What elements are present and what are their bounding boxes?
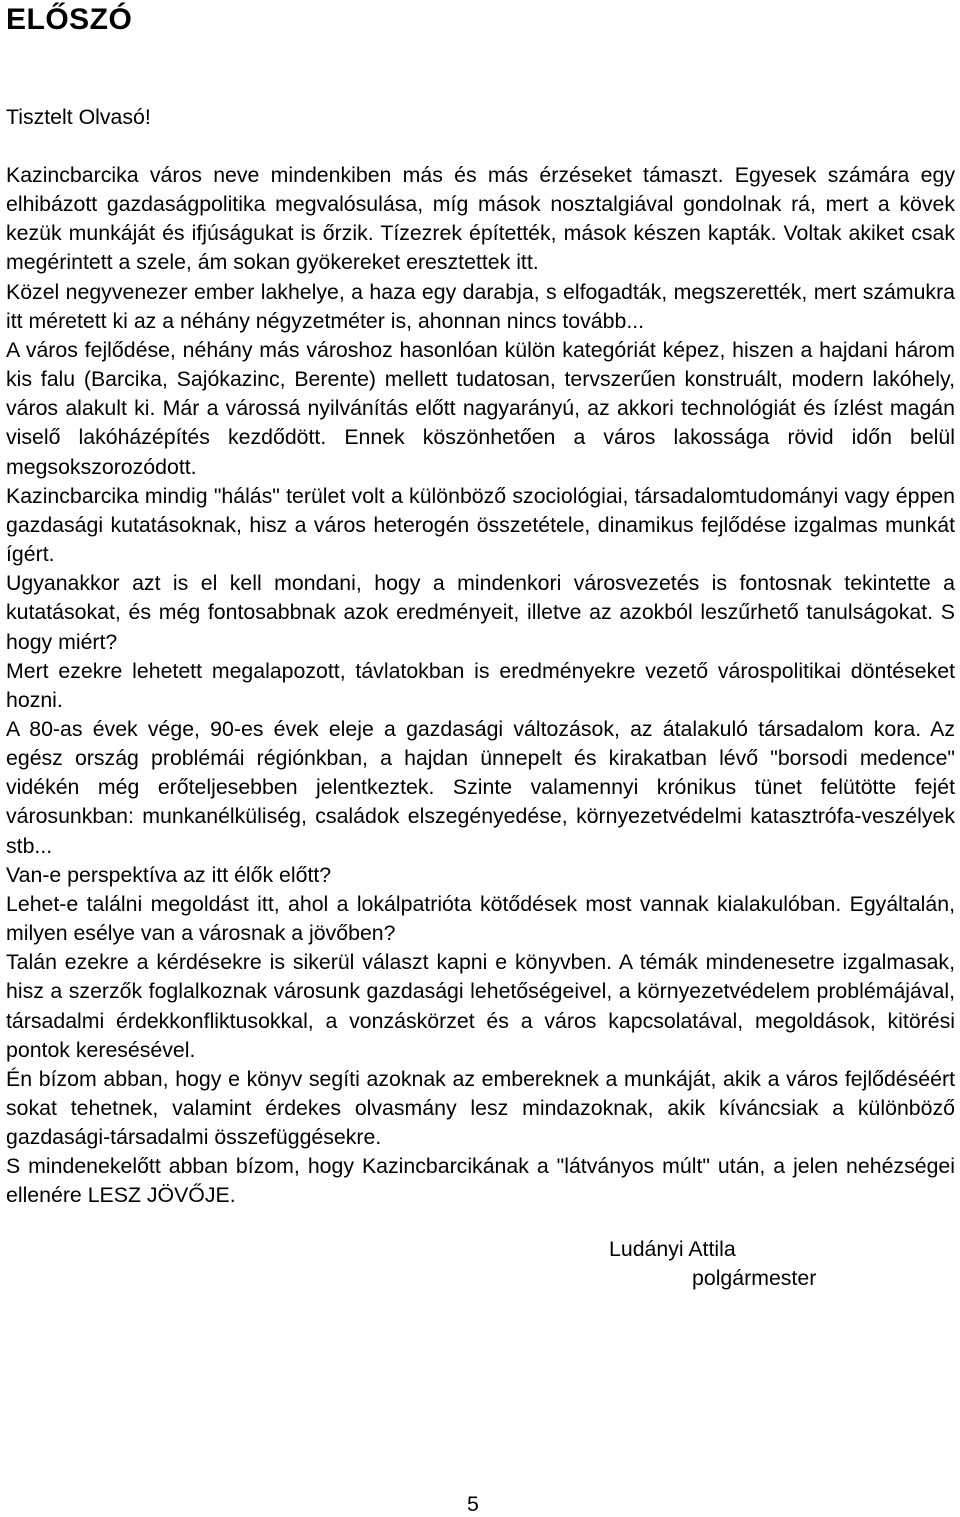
paragraph: Közel negyvenezer ember lakhelye, a haza egy darabja, s elfogadták, megszerették, mert számukra itt méretett ki az a néhány négyzetméter is, ahonnan nincs tovább... <box>6 279 955 333</box>
paragraph: A város fejlődése, néhány más városhoz hasonlóan külön kategóriát képez, hiszen a hajdani három kis falu (Barcika, Sajókazinc, Berente) mellett tudatosan, tervszerűen konstruált, modern lakóhely, város alakult ki. Már a várossá nyilvánítás előtt nagyarányú, az akkori technológiát és ízlést magán viselő lakóházépítés kezdődött. Ennek köszönhetően a város lakossága rövid időn belül megsokszorozódott. <box>6 337 955 479</box>
signature-block <box>609 1235 816 1293</box>
page-number: 5 <box>467 1492 479 1516</box>
paragraph: Mert ezekre lehetett megalapozott, távlatokban is eredményekre vezető várospolitikai döntéseket hozni. <box>6 658 955 712</box>
paragraph: S mindenekelőtt abban bízom, hogy Kazincbarcikának a "látványos múlt" után, a jelen nehézségei ellenére LESZ JÖVŐJE. <box>6 1154 955 1208</box>
greeting: Tisztelt Olvasó! <box>6 105 151 129</box>
signature-name: Ludányi Attila <box>609 1237 736 1261</box>
page-title: ELŐSZÓ <box>6 3 133 36</box>
paragraph: Talán ezekre a kérdésekre is sikerül választ kapni e könyvben. A témák mindenesetre izgalmasak, hisz a szerzők foglalkoznak városunk gazdasági lehetőségeivel, a környezetvédelem problémájával, társadalmi érdekkonfliktusokkal, a vonzáskörzet és a város kapcsolatával, megoldások, kitörési pontok keresésével. <box>6 950 955 1062</box>
paragraph: A 80-as évek vége, 90-es évek eleje a gazdasági változások, az átalakuló társadalom kora. Az egész ország problémái régiónkban, a hajdan ünnepelt és kirakatban lévő "borsodi medence" vidékén még erőteljesebben jelentkeztek. Szinte valamennyi krónikus tünet felütötte fejét városunkban: munkanélküliség, családok elszegényedése, környezetvédelmi katasztrófa-veszélyek stb... <box>6 716 955 858</box>
paragraph: Lehet-e találni megoldást itt, ahol a lokálpatrióta kötődések most vannak kialakulóban. Egyáltalán, milyen esélye van a városnak a jövőben? <box>6 891 955 946</box>
paragraph: Én bízom abban, hogy e könyv segíti azoknak az embereknek a munkáját, akik a város fejlődéséért sokat tehetnek, valamint érdekes olvasmány lesz mindazoknak, akik kíváncsiak a különböző gazdasági-társadalmi összefüggésekre. <box>6 1066 955 1150</box>
paragraph: Kazincbarcika mindig "hálás" terület volt a különböző szociológiai, társadalomtudományi vagy éppen gazdasági kutatásoknak, hisz a város heterogén összetétele, dinamikus fejlődése izgalmas munkát ígért. <box>6 483 955 567</box>
body-text <box>6 161 955 1211</box>
paragraph: Van-e perspektíva az itt élők előtt? <box>6 862 332 887</box>
paragraph: Ugyanakkor azt is el kell mondani, hogy a mindenkori városvezetés is fontosnak tekintette a kutatásokat, és még fontosabbnak azok eredményeit, illetve az azokból leszűrhető tanulságokat. S hogy miért? <box>6 571 955 654</box>
paragraph: Kazincbarcika város neve mindenkiben más és más érzéseket támaszt. Egyesek számára egy elhibázott gazdaságpolitika megvalósulása, míg mások nosztalgiával gondolnak rá, mert a kövek kezük munkáját és ifjúságukat is őrzik. Tízezrek építették, mások készen kapták. Voltak akiket csak megérintett a szele, ám sokan gyökereket eresztettek itt. <box>6 163 955 275</box>
signature-role: polgármester <box>692 1266 817 1290</box>
